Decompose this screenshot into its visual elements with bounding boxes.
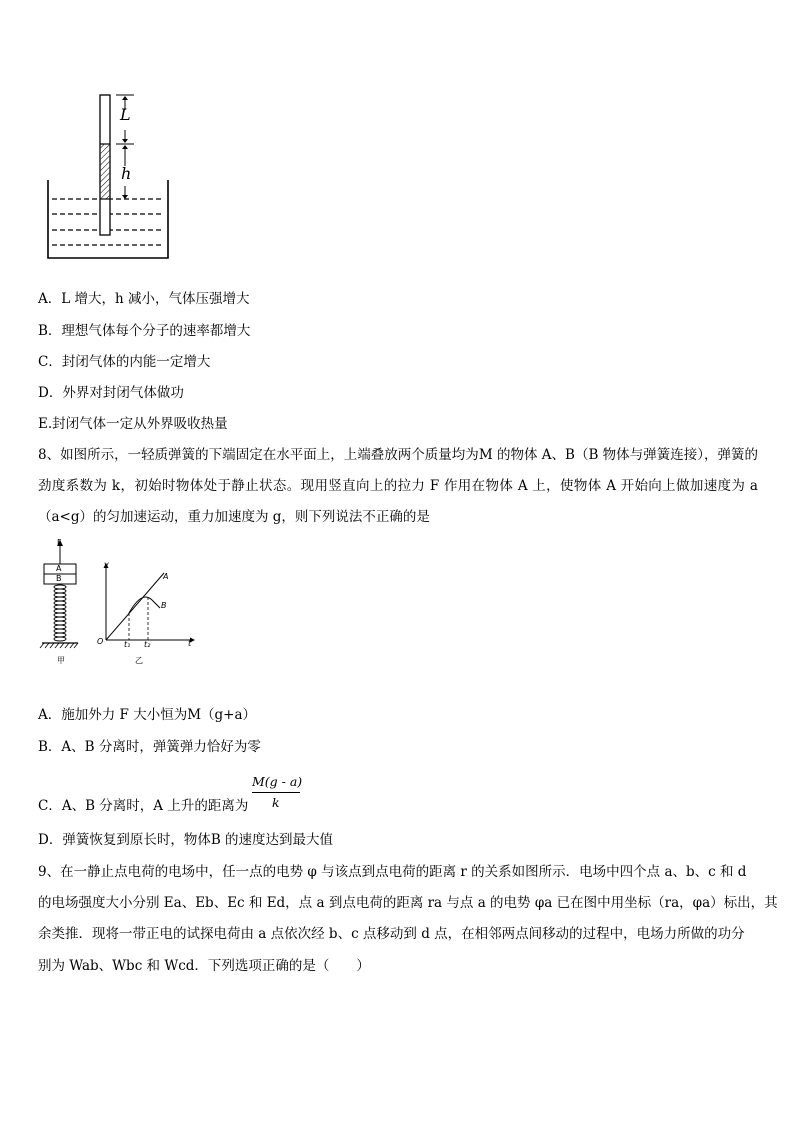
q7-option-c: C．封闭气体的内能一定增大 xyxy=(38,354,211,370)
caption-yi: 乙 xyxy=(135,656,143,665)
label-curve-b: B xyxy=(161,601,167,610)
q8-option-b: B．A、B 分离时，弹簧弹力恰好为零 xyxy=(38,739,261,755)
fraction-bar xyxy=(252,792,300,793)
q9-line-4: 别为 Wab、Wbc 和 Wcd．下列选项正确的是（ ） xyxy=(38,958,370,974)
label-v: v xyxy=(104,560,109,569)
spring-coils xyxy=(54,585,66,641)
label-t: t xyxy=(188,639,192,648)
label-block-a: A xyxy=(56,564,62,573)
fraction-denominator: k xyxy=(272,795,280,810)
q7-option-e: E.封闭气体一定从外界吸收热量 xyxy=(38,416,228,432)
q9-line-1: 9、在一静止点电荷的电场中，任一点的电势 φ 与该点到点电荷的距离 r 的关系如图所示．电场中四个点 a、b、c 和 d xyxy=(38,864,747,880)
curve-b xyxy=(129,597,160,613)
label-f: F xyxy=(57,538,62,547)
caption-jia: 甲 xyxy=(57,656,65,665)
q7-option-a: A．L 增大，h 减小，气体压强增大 xyxy=(38,291,250,307)
label-curve-a: A xyxy=(163,572,169,581)
q9-line-2: 的电场强度大小分别 Ea、Eb、Ec 和 Ed，点 a 到点电荷的距离 ra 与点 a 的电势 φa 已在图中用坐标（ra，φa）标出，其 xyxy=(38,895,778,911)
label-t1: t₁ xyxy=(124,640,131,649)
q7-option-d: D．外界对封闭气体做功 xyxy=(38,385,184,401)
tube-figure xyxy=(30,88,190,266)
mercury-column xyxy=(101,144,110,199)
spring-figure xyxy=(36,538,86,658)
q8-option-d: D．弹簧恢复到原长时，物体B 的速度达到最大值 xyxy=(38,832,334,848)
line-a xyxy=(106,573,164,640)
vt-graph xyxy=(96,560,200,650)
label-o: O xyxy=(97,637,104,646)
q8-stem: 8、如图所示，一轻质弹簧的下端固定在水平面上，上端叠放两个质量均为M 的物体 A、B（B 物体与弹簧连接），弹簧的劲度系数为 k，初始时物体处于静止状态。现用竖直向上的拉力 F 作用在物体 A 上，使物体 A 开始向上做加速度为 a（a<g）的匀加速运动，重力加速度为 g，则下列说法不正确的是 xyxy=(38,447,759,525)
label-block-b: B xyxy=(56,574,62,583)
q8-option-c: C．A、B 分离时，A 上升的距离为 xyxy=(38,798,249,814)
q8-option-a: A．施加外力 F 大小恒为M（g+a） xyxy=(38,707,257,723)
label-t2: t₂ xyxy=(144,640,151,649)
label-L: L xyxy=(120,105,131,124)
q9-line-3: 余类推．现将一带正电的试探电荷由 a 点依次经 b、c 点移动到 d 点，在相邻两点间移动的过程中，电场力所做的功分 xyxy=(38,926,745,942)
q7-option-b: B．理想气体每个分子的速率都增大 xyxy=(38,323,251,339)
label-h: h xyxy=(121,164,132,183)
fraction-numerator: M(g - a) xyxy=(252,774,303,789)
